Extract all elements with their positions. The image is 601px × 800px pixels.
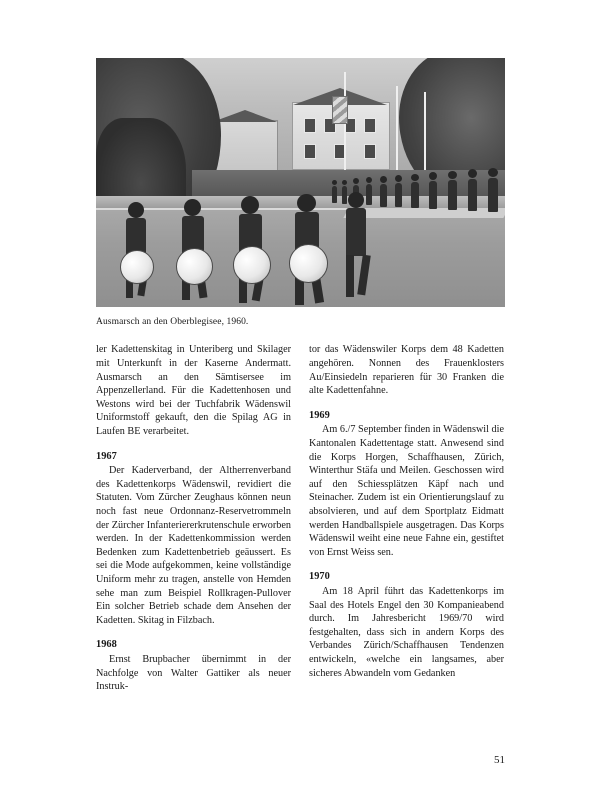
- photo-drummer-head: [128, 202, 144, 218]
- photo-marcher-head: [488, 168, 498, 177]
- photo-kerb: [343, 208, 505, 218]
- paragraph: Der Kaderverband, der Altherrenverband des Kadettenkorps Wädenswil, revidiert die Statuten. Vom Zürcher Zeughaus können neun noch fast neue Ordonnanz-Reservetrommeln der Zürcher Infanteriererkrutenschule erworben werden. In der Kadettenkommission werden Bedenken zum Kadettenbetrieb geäussert. Es sei die Mode aufgekommen, keine vollständige Uniform mehr zu tragen, anstelle von Hemden sehe man zum Beispiel Rollkragen-Pullover Ein solcher Betrieb schade dem Ansehen der Kadetten. Skitag in Filzbach.: [96, 465, 291, 626]
- text-columns: [96, 343, 505, 693]
- photo-marcher: [380, 184, 387, 207]
- photo-marcher: [395, 183, 402, 207]
- photo-drum: [176, 248, 213, 285]
- photo-marcher: [429, 181, 437, 209]
- photo-marcher: [468, 179, 477, 211]
- photo-drummer-head: [241, 196, 259, 214]
- photo-marcher: [332, 186, 337, 203]
- figure-block: [96, 58, 505, 328]
- photo-villa-window: [364, 144, 376, 159]
- photo-drum: [233, 246, 271, 284]
- photo-marcher-head: [342, 180, 347, 185]
- photo-marcher-head: [380, 176, 387, 183]
- paragraph: tor das Wädenswiler Korps dem 48 Kadetten angehören. Nonnen des Frauenklosters Au/Einsiedeln reparieren für 30 Franken die alte Kadettenfahne.: [309, 344, 504, 397]
- figure-caption: Ausmarsch an den Oberblegisee, 1960.: [96, 317, 249, 327]
- column-left: [96, 343, 291, 693]
- photo-officer: [346, 208, 366, 256]
- photo-marcher-head: [366, 177, 372, 183]
- photo-marcher-head: [448, 171, 457, 179]
- year-heading-1969: 1969: [309, 409, 330, 421]
- photo-officer-leg: [346, 255, 354, 297]
- photo-drummer-head: [184, 199, 201, 216]
- photo-marcher: [342, 186, 347, 204]
- photo-drummer-head: [297, 194, 316, 212]
- photo-drum: [120, 250, 154, 284]
- photo-marcher-head: [411, 174, 419, 181]
- photo-marcher: [411, 182, 419, 208]
- paragraph: Am 18 April führt das Kadettenkorps im Saal des Hotels Engel den 30 Kompanieabend durch. Im Jahresbericht 1969/70 wird festgehalten, dass sich in andern Korps des Verbandes Zürich/Schaffhausen Tendenzen entwickeln, «welche ein langsames, aber sicheres Abwandeln vom Gedanken: [309, 585, 504, 679]
- photo-marcher: [366, 184, 372, 205]
- photo-flagpole: [396, 86, 398, 176]
- paragraph: Am 6./7 September finden in Wädenswil die Kantonalen Kadettentage statt. Anwesend sind die Korps Horgen, Schaffhausen, Zürich, Winterthur Stäfa und Meilen. Geschossen wird auf den Schiessplätzen Käpf nach und Steinacher. Zudem ist ein Orientierungslauf zu absolvieren, und auf dem Sportplatz Eidmatt werden Handballspiele ausgetragen. Das Korps Wädenswil weiht eine neue Fahne ein, gestiftet von Ernst Weiss sen.: [309, 424, 504, 558]
- photo-marcher: [448, 180, 457, 210]
- page-number: 51: [494, 754, 505, 766]
- photo-marcher: [488, 178, 498, 212]
- photo-officer-head: [348, 192, 364, 208]
- photo-marcher-head: [429, 172, 437, 180]
- photo-marcher-head: [353, 178, 359, 184]
- marching-cadet-corps-photo: [96, 58, 505, 307]
- photo-flag: [332, 96, 348, 124]
- photo-marcher-head: [332, 180, 337, 185]
- photo-drum: [289, 244, 328, 283]
- photo-villa-window: [364, 118, 376, 133]
- photo-villa-window: [304, 118, 316, 133]
- paragraph: ler Kadettenskitag in Unteriberg und Skilager mit Unterkunft in der Kaserne Andermatt. Ausmarsch an den Sämtisersee im Appenzellerland. Für die Kadettenhosen und Westons wird bei der Tuchfabrik Wädenswil Uniformstoff gekauft, den die Spilag AG in Laufen BE verarbeitet.: [96, 344, 291, 437]
- photo-villa-window: [304, 144, 316, 159]
- column-right: [309, 343, 504, 693]
- year-heading-1970: 1970: [309, 571, 330, 583]
- photo-flagpole: [424, 92, 426, 176]
- year-heading-1967: 1967: [96, 450, 117, 462]
- photo-flagpole: [344, 72, 346, 176]
- photo-marcher-head: [468, 169, 477, 178]
- year-heading-1968: 1968: [96, 639, 117, 651]
- paragraph: Ernst Brupbacher übernimmt in der Nachfolge von Walter Gattiker als neuer Instruk-: [96, 653, 291, 693]
- photo-marcher-head: [395, 175, 402, 182]
